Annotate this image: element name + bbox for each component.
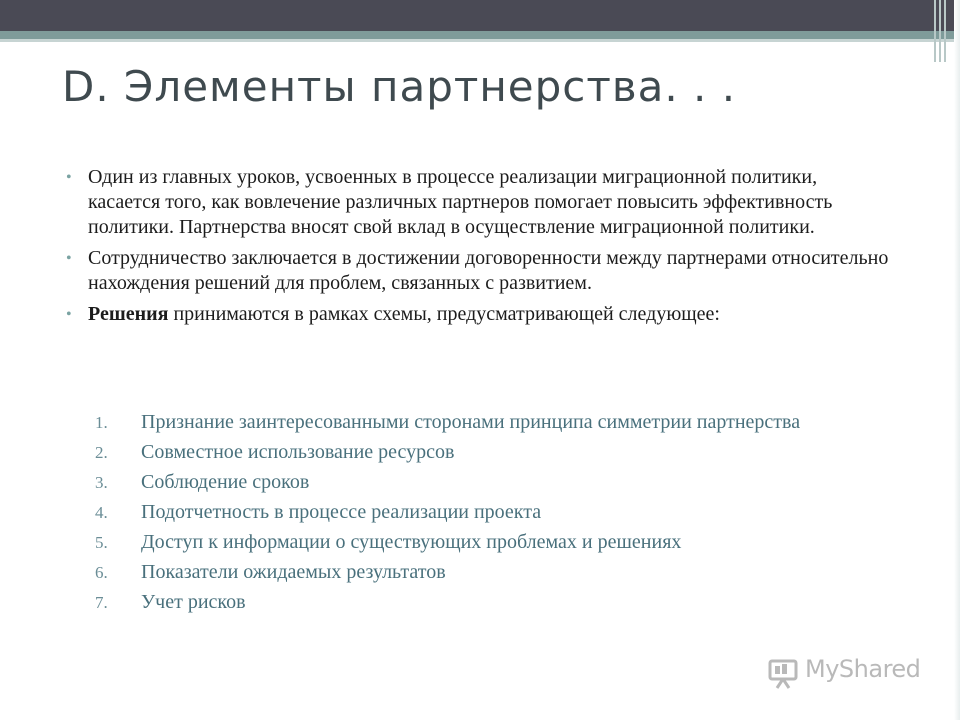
numbered-item xyxy=(95,500,895,525)
item-number: 4. xyxy=(95,503,108,522)
numbered-item xyxy=(95,440,895,465)
numbered-item xyxy=(95,410,895,435)
numbered-item xyxy=(95,530,895,555)
bullet-icon: • xyxy=(66,169,72,186)
watermark-logo xyxy=(767,655,927,695)
presentation-board-icon xyxy=(767,659,799,689)
top-accent-stripe xyxy=(0,31,960,39)
numbered-item xyxy=(95,560,895,585)
item-number: 6. xyxy=(95,563,108,582)
bullet-icon: • xyxy=(66,306,72,323)
item-number: 7. xyxy=(95,593,108,612)
bullet-item xyxy=(62,165,892,240)
bullet-text: Один из главных уроков, усвоенных в процессе реализации миграционной политики, касается того, как вовлечение различных партнеров помогает повысить эффективность политики. Партнерства вносят свой вклад в осуществление миграционной политики. xyxy=(88,166,833,238)
numbered-item xyxy=(95,470,895,495)
slide-title: D. Элементы партнерства. . . xyxy=(62,62,737,111)
numbered-list xyxy=(95,410,895,620)
corner-decoration xyxy=(932,0,950,62)
bullet-item xyxy=(62,302,892,327)
item-number: 5. xyxy=(95,533,108,552)
slide-edge xyxy=(954,0,960,720)
watermark-text: MyShared xyxy=(805,655,921,683)
bullet-list xyxy=(62,165,892,333)
item-text: Соблюдение сроков xyxy=(141,471,310,493)
bullet-bold-term: Решения xyxy=(88,303,169,325)
top-accent-stripe-light xyxy=(0,39,960,42)
item-number: 3. xyxy=(95,473,108,492)
bullet-text: принимаются в рамках схемы, предусматривающей следующее: xyxy=(168,303,720,325)
bullet-text: Сотрудничество заключается в достижении договоренности между партнерами относительно нахождения решений для проблем, связанных с развитием. xyxy=(88,247,889,294)
item-text: Признание заинтересованными сторонами принципа симметрии партнерства xyxy=(141,411,801,433)
item-number: 2. xyxy=(95,443,108,462)
item-number: 1. xyxy=(95,413,108,432)
bullet-icon: • xyxy=(66,250,72,267)
item-text: Совместное использование ресурсов xyxy=(141,441,455,463)
numbered-item xyxy=(95,590,895,615)
item-text: Доступ к информации о существующих проблемах и решениях xyxy=(141,531,682,553)
item-text: Подотчетность в процессе реализации проекта xyxy=(141,501,542,523)
item-text: Показатели ожидаемых результатов xyxy=(141,561,446,583)
top-band xyxy=(0,0,960,31)
item-text: Учет рисков xyxy=(141,591,246,613)
bullet-item xyxy=(62,246,892,296)
